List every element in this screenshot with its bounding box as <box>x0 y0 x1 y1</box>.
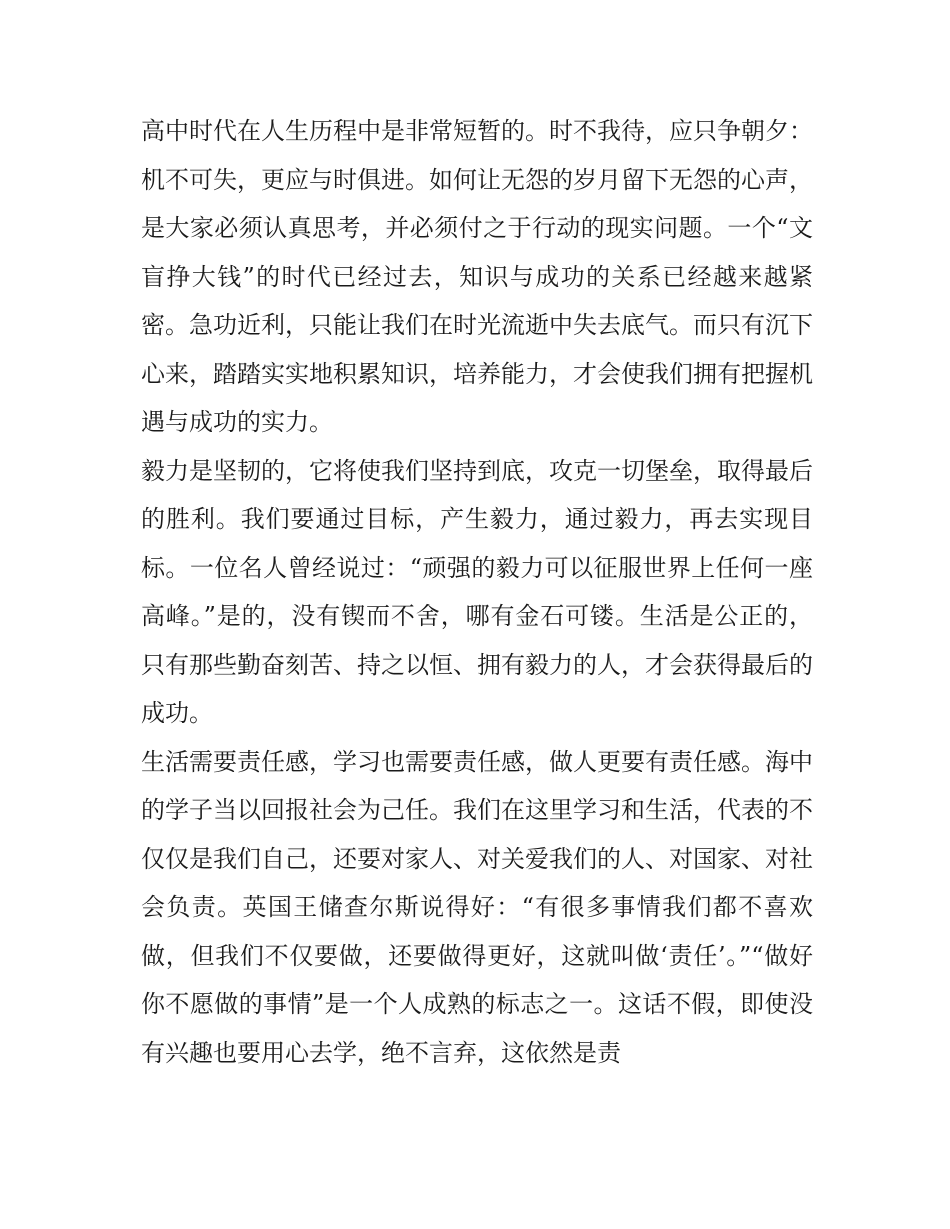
paragraph-1: 高中时代在人生历程中是非常短暂的。时不我待，应只争朝夕：机不可失，更应与时俱进。如何让无怨的岁月留下无怨的心声，是大家必须认真思考，并必须付之于行动的现实问题。一个“文盲挣大钱”的时代已经过去，知识与成功的关系已经越来越紧密。急功近利，只能让我们在时光流逝中失去底气。而只有沉下心来，踏踏实实地积累知识，培养能力，才会使我们拥有把握机遇与成功的实力。 <box>141 117 813 436</box>
body-text <box>141 107 813 1077</box>
paragraph-2: 毅力是坚韧的，它将使我们坚持到底，攻克一切堡垒，取得最后的胜利。我们要通过目标，产生毅力，通过毅力，再去实现目标。一位名人曾经说过：“顽强的毅力可以征服世界上任何一座高峰。”是的，没有锲而不舍，哪有金石可镂。生活是公正的，只有那些勤奋刻苦、持之以恒、拥有毅力的人，才会获得最后的成功。 <box>141 456 813 727</box>
paragraph-3: 生活需要责任感，学习也需要责任感，做人更要有责任感。海中的学子当以回报社会为己任。我们在这里学习和生活，代表的不仅仅是我们自己，还要对家人、对关爱我们的人、对国家、对社会负责。英国王储查尔斯说得好：“有很多事情我们都不喜欢做，但我们不仅要做，还要做得更好，这就叫做‘责任’。”“做好你不愿做的事情”是一个人成熟的标志之一。这话不假，即使没有兴趣也要用心去学，绝不言弃，这依然是责 <box>141 747 813 1067</box>
